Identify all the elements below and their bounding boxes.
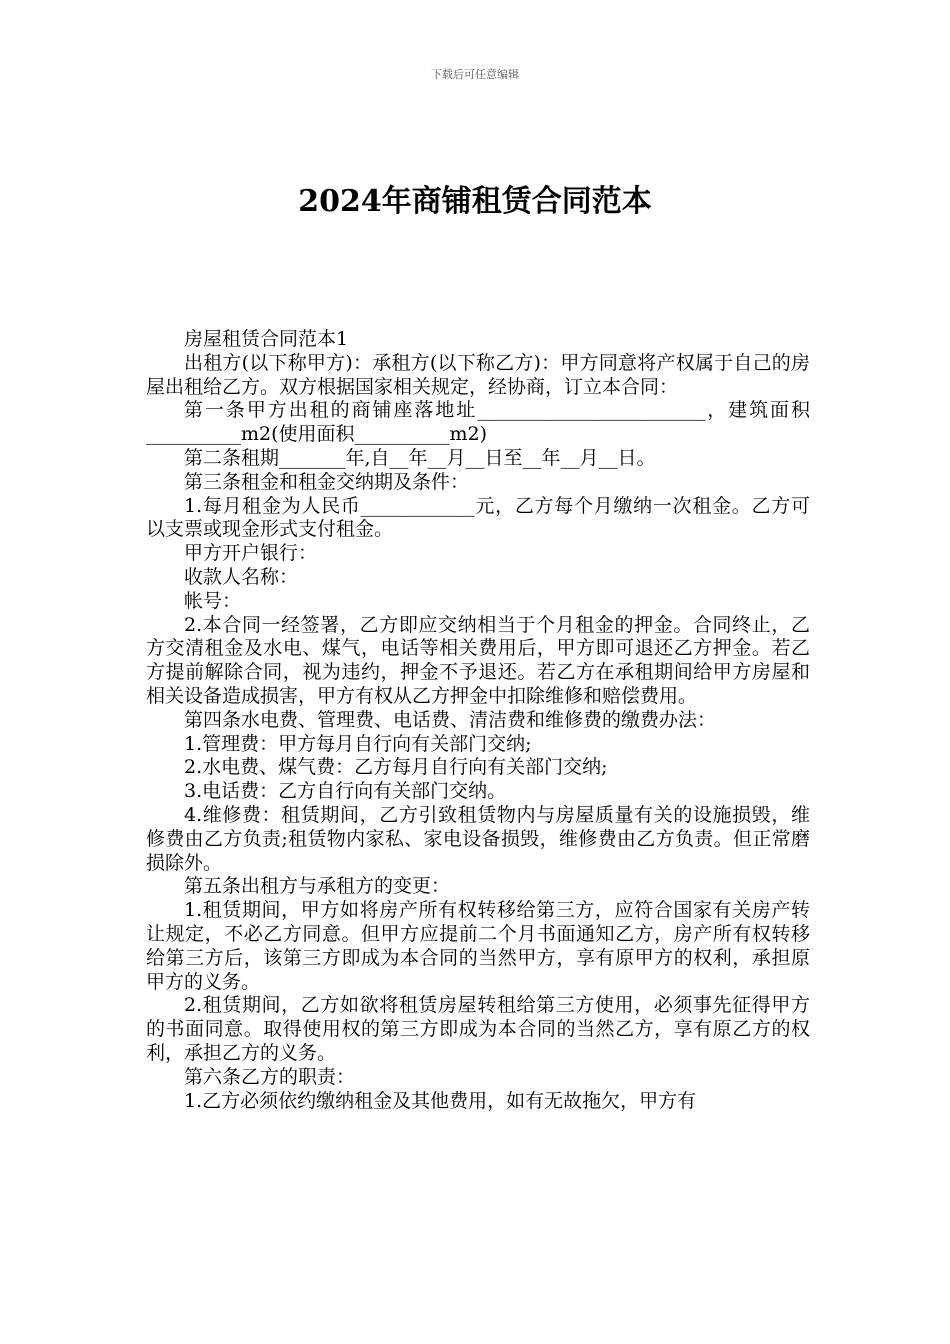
paragraph: 第四条水电费、管理费、电话费、清洁费和维修费的缴费办法： (184, 708, 717, 731)
paragraph: 出租方(以下称甲方)：承租方(以下称乙方)：甲方同意将产权属于自己的房屋出租给乙方。双方根据国家相关规定，经协商，订立本合同： (146, 351, 810, 398)
paragraph: 2.水电费、煤气费：乙方每月自行向有关部门交纳; (184, 756, 608, 779)
paragraph: 第二条租期_______年,自__年__月__日至__年__月__日。 (184, 446, 656, 469)
paragraph: 1.管理费：甲方每月自行向有关部门交纳; (184, 732, 532, 755)
paragraph: 4.维修费：租赁期间，乙方引致租赁物内与房屋质量有关的设施损毁，维修费由乙方负责;租赁物内家私、家电设备损毁，维修费由乙方负责。但正常磨损除外。 (146, 803, 810, 874)
document-body (146, 328, 810, 1113)
paragraph: 房屋租赁合同范本1 (184, 328, 349, 350)
paragraph: 2.本合同一经签署，乙方即应交纳相当于个月租金的押金。合同终止，乙方交清租金及水电、煤气，电话等相关费用后，甲方即可退还乙方押金。若乙方提前解除合同，视为违约，押金不予退还。若乙方在承租期间给甲方房屋和相关设备造成损害，甲方有权从乙方押金中扣除维修和赔偿费用。 (146, 613, 810, 707)
paragraph: 收款人名称： (184, 565, 299, 588)
header-note: 下载后可任意编辑 (431, 68, 519, 81)
paragraph: 帐号： (184, 589, 242, 612)
paragraph: 2.租赁期间，乙方如欲将租赁房屋转租给第三方使用，必须事先征得甲方的书面同意。取得使用权的第三方即成为本合同的当然乙方，享有原乙方的权利，承担乙方的义务。 (146, 994, 810, 1064)
paragraph: 1.乙方必须依约缴纳租金及其他费用，如有无故拖欠，甲方有 (184, 1089, 697, 1112)
paragraph: 3.电话费：乙方自行向有关部门交纳。 (184, 780, 507, 803)
paragraph: 1.每月租金为人民币____________元，乙方每个月缴纳一次租金。乙方可以支票或现金形式支付租金。 (146, 494, 810, 541)
paragraph: 第五条出租方与承租方的变更： (184, 875, 451, 898)
paragraph: 第三条租金和租金交纳期及条件： (184, 470, 470, 493)
paragraph: 甲方开户银行： (184, 542, 318, 565)
paragraph: 第一条甲方出租的商铺座落地址________________________，建筑面积__________m2(使用面积__________m2) (146, 399, 810, 446)
paragraph: 1.租赁期间，甲方如将房产所有权转移给第三方，应符合国家有关房产转让规定，不必乙方同意。但甲方应提前二个月书面通知乙方，房产所有权转移给第三方后，该第三方即成为本合同的当然甲方，享有原甲方的权利，承担原甲方的义务。 (146, 899, 810, 993)
paragraph: 第六条乙方的职责： (184, 1065, 356, 1088)
document-title: 2024年商铺租赁合同范本 (298, 184, 652, 219)
